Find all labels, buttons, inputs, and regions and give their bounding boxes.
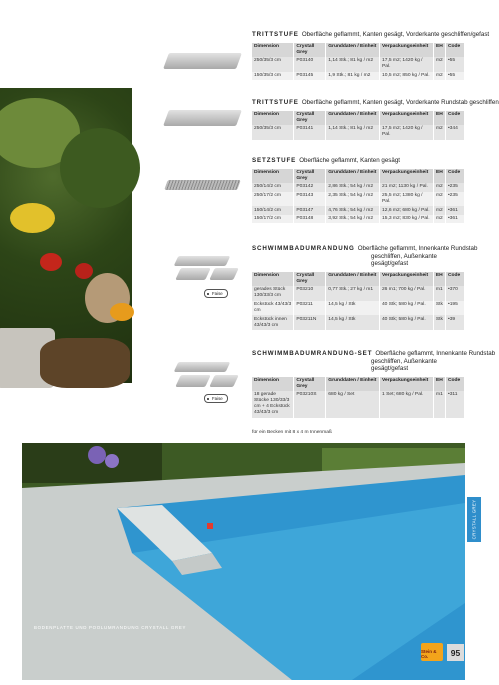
- riser-image: [164, 180, 241, 190]
- section-heading-cont: geschliffen, Außenkante gesägt/gefast: [371, 252, 437, 267]
- section-schwimmbadumrandung: [252, 245, 478, 330]
- spec-table: Dimension Crystall Grey Grunddaten / Einheit Verpackungseinheit EH Code gerades Stück 130/33/3 cm P03210 0,77 Stk.; 27 kg / m1 26 m1; 700 kg / Pal. m1 •370 Eckstück 43/43/3 cm P03211 14,5 kg / Stk 40 Stk; 580 kg / Pal. Stk •195 Eckstück innen 43/43/3 cm P03211N 14,5 kg / Stk 40 Stk; 580 kg / Pal. Stk •39: [252, 272, 465, 330]
- section-trittstufe: [252, 31, 490, 80]
- table-row: gerades Stück 130/33/3 cm P03210 0,77 Stk.; 27 kg / m1 26 m1; 700 kg / Pal. m1 •370: [252, 286, 465, 301]
- table-row: 250/35/3 cm P03140 1,14 Stk.; 81 kg / m2 17,5 m2; 1420 kg / Pal. m2 •55: [252, 57, 465, 72]
- table-row: Eckstück innen 43/43/3 cm P03211N 14,5 kg / Stk 40 Stk; 580 kg / Pal. Stk •39: [252, 315, 465, 330]
- side-tab-label: CRYSTALL GREY: [471, 499, 477, 540]
- section-heading: TRITTSTUFE Oberfläche geflammt, Kanten gesägt, Vorderkante geschliffen/gefast: [252, 31, 490, 38]
- footnote: für ein Becken mit 8 x 4 m Innenmaß: [252, 430, 332, 435]
- coping-set-inner-image: [209, 375, 239, 387]
- coping-straight-image: [174, 256, 231, 266]
- page-number: 95: [447, 644, 464, 661]
- spec-table: Dimension Crystall Grey Grunddaten / Einheit Verpackungseinheit EH Code 250/14/2 cm P03142 2,86 Stk.; 54 kg / m2 21 m2; 1130 kg / Pal. m2 •235 250/17/2 cm P03143 2,35 Stk.; 54 kg / m2 25,5 m2; 1380 kg / Pal. m2 •235 150/14/2 cm P03147 4,76 Stk.; 54 kg / m2 12,6 m2; 680 kg / Pal. m2 •361 150/17/2 cm P03148 3,92 Stk.; 54 kg / m2 15,3 m2; 830 kg / Pal. m2 •361: [252, 169, 465, 224]
- table-row: 250/14/2 cm P03142 2,86 Stk.; 54 kg / m2 21 m2; 1130 kg / Pal. m2 •235: [252, 183, 465, 192]
- section-heading: SCHWIMMBADUMRANDUNG Oberfläche geflammt, Innenkante Rundstab: [252, 245, 478, 252]
- spec-table: Dimension Crystall Grey Grunddaten / Einheit Verpackungseinheit EH Code 250/35/3 cm P03140 1,14 Stk.; 81 kg / m2 17,5 m2; 1420 kg / Pal. m2 •55 150/35/3 cm P03145 1,9 Stk.; 81 kg / m2 10,5 m2; 850 kg / Pal. m2 •55: [252, 43, 465, 81]
- spec-table: Dimension Crystall Grey Grunddaten / Einheit Verpackungseinheit EH Code 18 gerade Stücke 130/33/3 cm + 4 Eckstück 43/43/3 cm P03210S 680 kg / Set 1 Set; 680 kg / Pal. m1 •311: [252, 377, 465, 418]
- table-row: 150/14/2 cm P03147 4,76 Stk.; 54 kg / m2 12,6 m2; 680 kg / Pal. m2 •361: [252, 206, 465, 215]
- section-heading: TRITTSTUFE Oberfläche geflammt, Kanten gesägt, Vorderkante Rundstab geschliffen: [252, 99, 499, 106]
- section-heading: SCHWIMMBADUMRANDUNG-SET Oberfläche geflammt, Innenkante Rundstab: [252, 350, 496, 357]
- coping-inner-corner-image: [209, 268, 239, 280]
- section-heading-cont: geschliffen, Außenkante gesägt/gefast: [371, 357, 437, 372]
- section-setzstufe: [252, 157, 465, 223]
- table-row: 18 gerade Stücke 130/33/3 cm + 4 Eckstück 43/43/3 cm P03210S 680 kg / Set 1 Set; 680 kg / Pal. m1 •311: [252, 391, 465, 418]
- section-trittstufe-rundstab: [252, 99, 499, 140]
- table-row: 250/17/2 cm P03143 2,35 Stk.; 54 kg / m2 25,5 m2; 1380 kg / Pal. m2 •235: [252, 192, 465, 207]
- table-row: 150/35/3 cm P03145 1,9 Stk.; 81 kg / m2 10,5 m2; 850 kg / Pal. m2 •55: [252, 72, 465, 81]
- section-heading: SETZSTUFE Oberfläche geflammt, Kanten gesägt: [252, 157, 400, 164]
- pool-photo: [22, 443, 465, 680]
- pool-illustration: [22, 443, 465, 680]
- spec-table: Dimension Crystall Grey Grunddaten / Einheit Verpackungseinheit EH Code 250/35/3 cm P03141 1,14 Stk.; 81 kg / m2 17,5 m2; 1420 kg / Pal. m2 •344: [252, 111, 465, 140]
- faise-callout-set: Faise: [204, 394, 228, 403]
- section-schwimmbadumrandung-set: [252, 350, 496, 418]
- step-slab-rounded-image: [163, 110, 242, 126]
- photo-caption: BODENPLATTE UND POOLUMRANDUNG CRYSTALL GREY: [34, 625, 187, 630]
- table-row: Eckstück 43/43/3 cm P03211 14,5 kg / Stk 40 Stk; 580 kg / Pal. Stk •195: [252, 301, 465, 316]
- coping-set-corner-image: [175, 375, 211, 387]
- brand-logo: Stein & Co.: [421, 643, 443, 661]
- table-row: 250/35/3 cm P03141 1,14 Stk.; 81 kg / m2 17,5 m2; 1420 kg / Pal. m2 •344: [252, 125, 465, 140]
- garden-photo: [0, 88, 132, 383]
- step-slab-image: [163, 53, 242, 69]
- coping-corner-image: [175, 268, 211, 280]
- coping-set-straight-image: [174, 362, 231, 372]
- faise-callout: Faise: [204, 289, 228, 298]
- table-row: 150/17/2 cm P03148 3,92 Stk.; 54 kg / m2 15,3 m2; 830 kg / Pal. m2 •361: [252, 215, 465, 224]
- side-tab: [467, 497, 481, 542]
